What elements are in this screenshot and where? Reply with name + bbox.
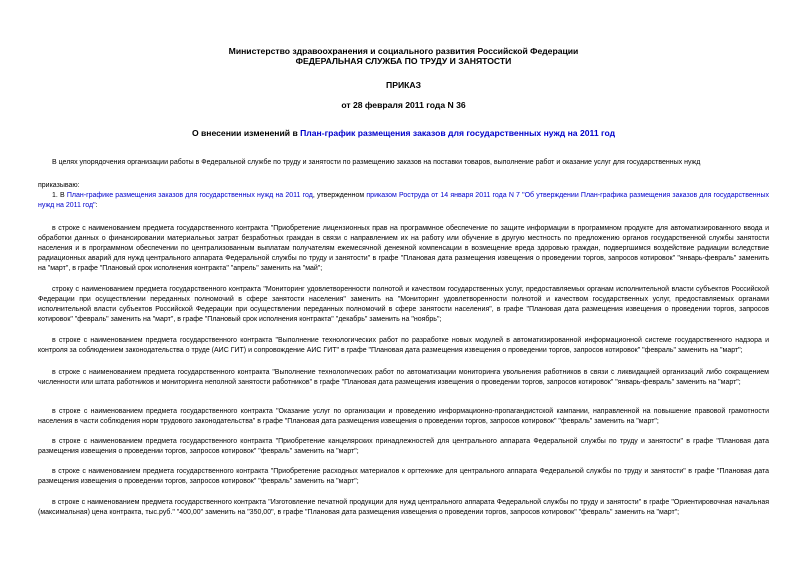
paragraph-monitoring: строку с наименованием предмета государственного контракта "Мониторинг удовлетворенности полнотой и качеством государственных услуг, предоставляемых органам исполнительной власти субъектов Российской Федерации при осуществлении переданных полномочий в сфере занятости населения" заменить на "Мониторинг удовлетворенности полнотой и качеством государственных услуг, предоставляемых органами исполнительной власти субъектов Российской Федерации при осуществлении переданных полномочий в сфере занятости населения", в графе "Плановая дата размещения извещения о проведении торгов, запросов котировок" "февраль" заменить на "март", в графе "Плановый срок исполнения контракта" "декабрь" заменить на "ноябрь"; <box>38 286 769 323</box>
document-date-number: от 28 февраля 2011 года N 36 <box>341 100 466 110</box>
service-name: ФЕДЕРАЛЬНАЯ СЛУЖБА ПО ТРУДУ И ЗАНЯТОСТИ <box>295 56 512 66</box>
paragraph-ais-git: в строке с наименованием предмета государственного контракта "Выполнение технологических работ по разработке новых модулей в автоматизированной информационной системе государственного надзора и контроля за соблюдением законодательства о труде (АИС ГИТ) и сопровождение АИС ГИТ" в графе "Плановая дата размещения извещения о проведении торгов, запросов котировок" "февраль" заменить на "март"; <box>38 337 769 354</box>
paragraph-license: в строке с наименованием предмета государственного контракта "Приобретение лицензионных прав на программное обеспечение по защите информации в программном продукте для автоматизированного ввода и обработки данных о финансировании материальных затрат безработных граждан в связи с направлением их на работу или обучение в другую местность по предложению органов государственной службы занятости населения и в программном обеспечении по централизованным выплатам получателям ежемесячной денежной компенсации в возмещение вреда здоровью граждан, подвергшимся воздействие радиации вследствие радиационных аварий для нужд центрального аппарата Федеральной службы по труду и занятости" в графе "Плановая дата размещения извещения о проведении торгов, запросов котировок" "январь-февраль" заменить на "март", в графе "Плановый срок исполнения контракта" "апрель" заменить на "май"; <box>38 225 769 272</box>
document-type: ПРИКАЗ <box>386 80 421 90</box>
subject-link[interactable]: План-график размещения заказов для государственных нужд на 2011 год <box>300 128 616 138</box>
paragraph-printing: в строке с наименованием предмета государственного контракта "Изготовление печатной продукции для нужд центрального аппарата Федеральной службы по труду и занятости" в графе "Ориентировочная начальная (максимальная) цена контракта, тыс.руб." "400,00" заменить на "350,00", в графе "Плановая дата размещения извещения о проведении торгов, запросов котировок" "февраль" заменить на "март"; <box>38 499 769 516</box>
paragraph-stationery: в строке с наименованием предмета государственного контракта "Приобретение канцелярских принадлежностей для центрального аппарата Федеральной службы по труду и занятости" в графе "Плановая дата размещения извещения о проведении торгов, запросов котировок" "февраль" заменить на "март"; <box>38 438 769 455</box>
ministry-name: Министерство здравоохранения и социального развития Российской Федерации <box>228 46 579 56</box>
orders-label: приказываю: <box>38 182 80 189</box>
subject-prefix: О внесении изменений в <box>191 128 301 138</box>
item-1-part1: 1. В <box>52 192 67 199</box>
paragraph-consumables: в строке с наименованием предмета государственного контракта "Приобретение расходных материалов к оргтехнике для центрального аппарата Федеральной службы по труду и занятости" в графе "Плановая дата размещения извещения о проведении торгов, запросов котировок" "февраль" заменить на "март"; <box>38 468 769 485</box>
order-7-link[interactable]: приказом Роструда от 14 января 2011 года N 7 "Об утверждении План-графика размещения заказов для государственных нужд на 2011 год" <box>38 192 769 209</box>
preamble: В целях упорядочения организации работы в Федеральной службе по труду и занятости по размещению заказов на поставки товаров, выполнение работ и оказание услуг для государственных нужд <box>52 159 701 166</box>
item-1-part2: , утвержденном <box>312 192 367 199</box>
document-subject <box>38 128 769 138</box>
paragraph-information-campaign: в строке с наименованием предмета государственного контракта "Оказание услуг по организации и проведению информационно-пропагандистской кампании, направленной на повышение правовой грамотности населения в части соблюдения норм трудового законодательства" в графе "Плановая дата размещения извещения о проведении торгов, запросов котировок" "февраль" заменить на "март"; <box>38 408 769 425</box>
item-1-part3: : <box>95 202 98 209</box>
plan-schedule-link[interactable]: План-графике размещения заказов для государственных нужд на 2011 год <box>66 192 313 199</box>
item-1 <box>38 191 769 211</box>
paragraph-dismissal-monitoring: в строке с наименованием предмета государственного контракта "Выполнение технологических работ по автоматизации мониторинга увольнения работников в связи с ликвидацией организаций либо сокращением численности или штата работников и мониторинга неполной занятости работников" в графе "Плановая дата размещения извещения о проведении торгов, запросов котировок" "январь-февраль" заменить на "март"; <box>38 369 769 386</box>
